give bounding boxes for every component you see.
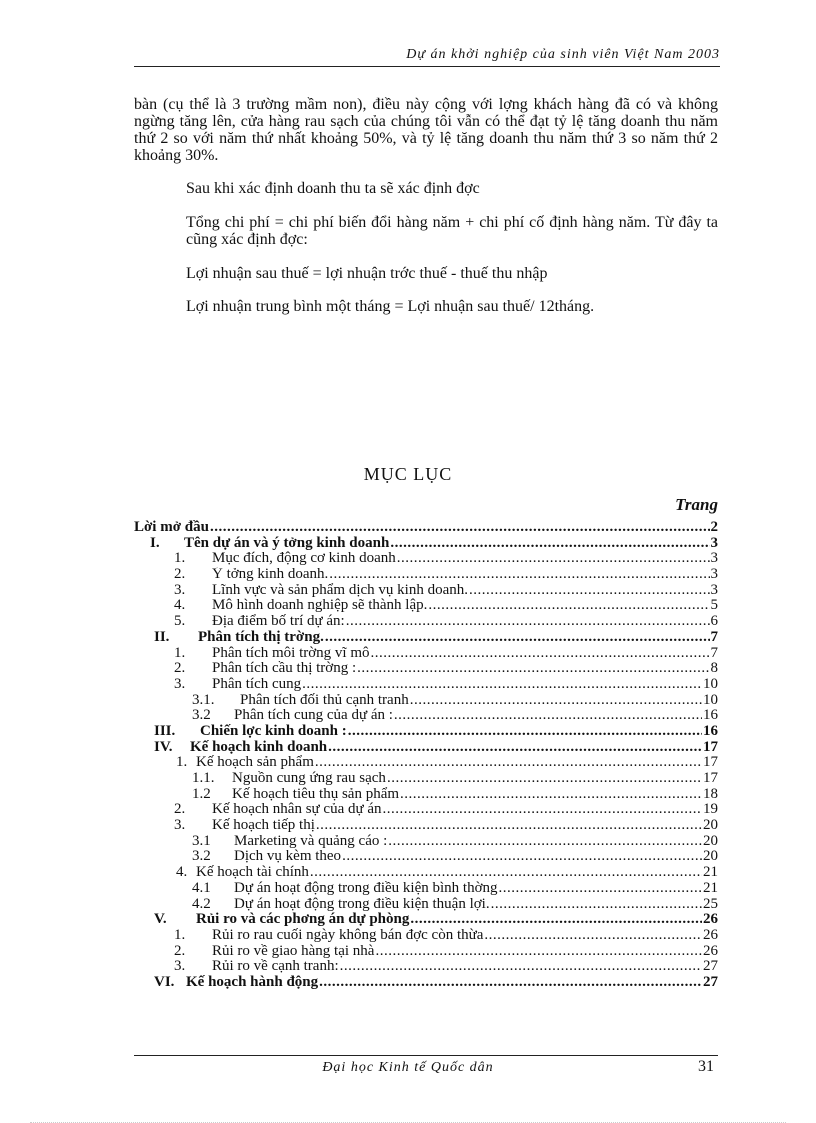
toc-entry-number: 1.2 [192, 786, 211, 802]
toc-entry-label: Mô hình doanh nghiệp sẽ thành lập. [212, 598, 428, 614]
toc-entry-number: V. [154, 912, 167, 928]
toc-entry[interactable] [134, 975, 718, 991]
toc-entry-label: Kế hoạch tiếp thị [212, 818, 315, 834]
toc-entry-page: 16 [703, 723, 718, 739]
toc-entry-page: 26 [703, 912, 718, 928]
toc-title: MỤC LỤC [363, 464, 453, 484]
running-header: Dự án khởi nghiệp của sinh viên Việt Nam 2003 [406, 47, 720, 62]
toc-leader [410, 912, 702, 928]
toc-entry-page: 5 [710, 598, 718, 614]
toc-entry-number: 3.2 [192, 708, 211, 724]
toc-entry-number: 4.2 [192, 896, 211, 912]
table-of-contents [134, 520, 718, 991]
toc-entry[interactable] [134, 614, 718, 630]
toc-leader [316, 818, 702, 834]
toc-entry-label: Địa điểm bố trí dự án: [212, 614, 345, 630]
toc-entry-page: 17 [703, 739, 718, 755]
toc-leader [394, 708, 702, 724]
toc-entry-number: 1. [176, 755, 188, 771]
toc-entry-page: 20 [703, 849, 718, 865]
paragraph-monthly-profit: Lợi nhuận trung bình một tháng = Lợi nhuận sau thuế/ 12tháng. [186, 298, 595, 315]
toc-leader [342, 849, 702, 865]
toc-entry-label: Dự án hoạt động trong điều kiện thuận lợi. [234, 896, 490, 912]
toc-entry-number: 1. [174, 551, 186, 567]
toc-entry-label: Kế hoạch kinh doanh [190, 739, 328, 755]
toc-entry-label: Marketing và quảng cáo : [234, 833, 388, 849]
toc-entry-page: 27 [703, 959, 718, 975]
toc-entry-label: Lời mở đầu [134, 520, 209, 535]
toc-entry-number: 3. [174, 959, 186, 975]
toc-entry-number: 1. [174, 927, 186, 943]
toc-entry-number: 3.1. [192, 692, 215, 708]
toc-entry-number: IV. [154, 739, 173, 755]
toc-entry-number: 4.1 [192, 880, 211, 896]
toc-entry-number: 2. [174, 943, 186, 959]
toc-entry[interactable] [134, 567, 718, 583]
running-footer: Đại học Kinh tế Quốc dân [322, 1060, 494, 1075]
toc-entry-label: Phân tích cung [212, 676, 302, 692]
toc-leader [346, 614, 710, 630]
toc-entry-label: Dự án hoạt động trong điều kiện bình thờng [234, 880, 498, 896]
toc-leader [348, 724, 702, 740]
toc-entry-page: 17 [703, 755, 718, 771]
toc-entry-page: 3 [710, 535, 718, 551]
header-rule [134, 66, 720, 67]
toc-entry[interactable] [134, 834, 718, 850]
toc-leader [400, 787, 702, 803]
toc-entry-page: 25 [703, 896, 718, 912]
paragraph-revenue-growth: bàn (cụ thể là 3 trường mầm non), điều này cộng với lợng khách hàng đã có và không ngừng tăng lên, cửa hàng rau sạch của chúng tôi vẫn có thể đạt tỷ lệ tăng doanh thu năm thứ 2 so với năm thứ nhất khoảng 50%, và tỷ lệ tăng doanh thu năm thứ 3 so năm thứ 2 khoảng 30%. [134, 96, 718, 164]
toc-entry-page: 7 [710, 645, 718, 661]
toc-leader [410, 693, 702, 709]
toc-entry[interactable] [134, 881, 718, 897]
toc-leader [388, 834, 702, 850]
toc-entry[interactable] [134, 661, 718, 677]
toc-leader [375, 944, 702, 960]
toc-entry-label: Kế hoạch hành động [186, 974, 319, 990]
toc-entry[interactable] [134, 755, 718, 771]
toc-leader [484, 928, 702, 944]
toc-entry-page: 19 [703, 802, 718, 818]
toc-entry-page: 7 [710, 629, 718, 645]
page-number: 31 [698, 1058, 714, 1075]
toc-entry-label: Kế hoạch nhân sự của dự án [212, 802, 382, 818]
toc-leader [325, 630, 710, 646]
toc-entry[interactable] [134, 802, 718, 818]
toc-entry[interactable] [134, 520, 718, 536]
toc-entry-page: 10 [703, 676, 718, 692]
toc-leader [371, 646, 710, 662]
toc-entry-label: Phân tích thị trờng. [198, 629, 324, 645]
toc-entry-page: 17 [703, 771, 718, 786]
toc-entry-page: 21 [703, 880, 718, 896]
toc-entry-page: 16 [703, 708, 718, 724]
toc-entry[interactable] [134, 849, 718, 865]
toc-leader [387, 771, 702, 787]
toc-entry-page: 20 [703, 818, 718, 834]
toc-entry-label: Chiến lợc kinh doanh : [200, 723, 347, 739]
toc-entry-number: VI. [154, 974, 175, 990]
paragraph-revenue-determination: Sau khi xác định doanh thu ta sẽ xác định đợc [186, 180, 480, 197]
toc-entry-page: 10 [703, 692, 718, 708]
toc-entry-number: 3. [174, 582, 186, 598]
toc-entry-page: 2 [710, 520, 718, 535]
toc-entry-number: 1. [174, 645, 186, 661]
toc-entry-number: 3.2 [192, 849, 211, 865]
toc-entry-label: Rủi ro về giao hàng tại nhà [212, 943, 375, 959]
toc-entry[interactable] [134, 771, 718, 787]
toc-leader [428, 598, 709, 614]
toc-leader [329, 567, 709, 583]
toc-entry[interactable] [134, 928, 718, 944]
toc-leader [469, 583, 710, 599]
toc-page-heading: Trang [675, 495, 718, 514]
toc-entry-label: Phân tích cung của dự án : [234, 708, 393, 724]
toc-entry-number: 4. [174, 598, 186, 614]
paragraph-profit-after-tax: Lợi nhuận sau thuế = lợi nhuận trớc thuế - thuế thu nhập [186, 265, 548, 282]
toc-entry-page: 26 [703, 927, 718, 943]
toc-entry-number: 4. [176, 865, 188, 881]
paragraph-total-cost: Tổng chi phí = chi phí biến đổi hàng năm + chi phí cố định hàng năm. Từ đây ta cũng xác định đợc: [186, 214, 718, 248]
toc-entry[interactable] [134, 865, 718, 881]
toc-entry-page: 26 [703, 943, 718, 959]
toc-entry-label: Kế hoạch tài chính [196, 865, 309, 881]
toc-entry-page: 3 [710, 567, 718, 583]
toc-entry-number: III. [154, 723, 176, 739]
toc-entry[interactable] [134, 677, 718, 693]
toc-entry[interactable] [134, 630, 718, 646]
toc-entry[interactable] [134, 724, 718, 740]
toc-entry-label: Phân tích môi trờng vĩ mô [212, 645, 370, 661]
toc-entry[interactable] [134, 598, 718, 614]
toc-entry-page: 3 [710, 582, 718, 598]
toc-entry[interactable] [134, 646, 718, 662]
toc-leader [315, 755, 702, 771]
toc-entry-page: 20 [703, 833, 718, 849]
toc-entry-number: II. [154, 629, 170, 645]
toc-entry-number: 2. [174, 802, 186, 818]
toc-leader [390, 536, 709, 552]
toc-entry-page: 21 [703, 865, 718, 881]
toc-entry-page: 18 [703, 786, 718, 802]
toc-leader [383, 802, 702, 818]
toc-entry-label: Kế hoạch sản phẩm [196, 755, 314, 771]
toc-entry[interactable] [134, 818, 718, 834]
toc-entry-number: 3. [174, 818, 186, 834]
toc-entry-page: 27 [703, 974, 718, 990]
toc-entry[interactable] [134, 912, 718, 928]
toc-entry-number: 2. [174, 661, 186, 677]
footer-rule [134, 1055, 718, 1056]
toc-entry-label: Tên dự án và ý tởng kinh doanh [184, 535, 390, 551]
toc-entry[interactable] [134, 551, 718, 567]
toc-entry-page: 8 [710, 661, 718, 677]
toc-entry-label: Rủi ro rau cuối ngày không bán đợc còn thừa [212, 927, 484, 943]
toc-entry-number: 2. [174, 567, 186, 583]
toc-entry[interactable] [134, 536, 718, 552]
toc-leader [340, 959, 702, 975]
toc-entry-label: Rủi ro và các phơng án dự phòng [196, 912, 410, 928]
toc-entry[interactable] [134, 787, 718, 803]
toc-entry-page: 6 [710, 614, 718, 630]
toc-entry[interactable] [134, 959, 718, 975]
toc-leader [210, 520, 710, 536]
toc-entry[interactable] [134, 897, 718, 913]
toc-entry-number: 3. [174, 676, 186, 692]
toc-entry-label: Phân tích đối thủ cạnh tranh [240, 692, 409, 708]
toc-entry-label: Kế hoạch tiêu thụ sản phẩm [232, 786, 400, 802]
toc-leader [491, 897, 702, 913]
toc-leader [499, 881, 702, 897]
toc-leader [310, 865, 702, 881]
toc-entry[interactable] [134, 693, 718, 709]
toc-leader [302, 677, 702, 693]
toc-entry[interactable] [134, 708, 718, 724]
toc-entry-label: Mục đích, động cơ kinh doanh [212, 551, 396, 567]
toc-entry-number: 5. [174, 614, 186, 630]
toc-entry-label: Lĩnh vực và sản phẩm dịch vụ kinh doanh. [212, 582, 468, 598]
toc-entry-number: 3.1 [192, 833, 211, 849]
toc-entry[interactable] [134, 740, 718, 756]
toc-entry[interactable] [134, 583, 718, 599]
toc-leader [319, 975, 702, 991]
toc-leader [397, 551, 710, 567]
toc-entry-number: 1.1. [192, 771, 215, 786]
toc-entry-label: Phân tích cầu thị trờng : [212, 661, 357, 677]
toc-entry-label: Dịch vụ kèm theo [234, 849, 342, 865]
toc-entry[interactable] [134, 944, 718, 960]
toc-entry-label: Rủi ro về cạnh tranh: [212, 959, 339, 975]
toc-entry-label: Ý tởng kinh doanh. [212, 567, 329, 583]
toc-leader [357, 661, 709, 677]
toc-entry-label: Nguồn cung ứng rau sạch [232, 771, 386, 786]
toc-entry-number: I. [150, 535, 160, 551]
toc-leader [328, 740, 702, 756]
toc-entry-page: 3 [710, 551, 718, 567]
